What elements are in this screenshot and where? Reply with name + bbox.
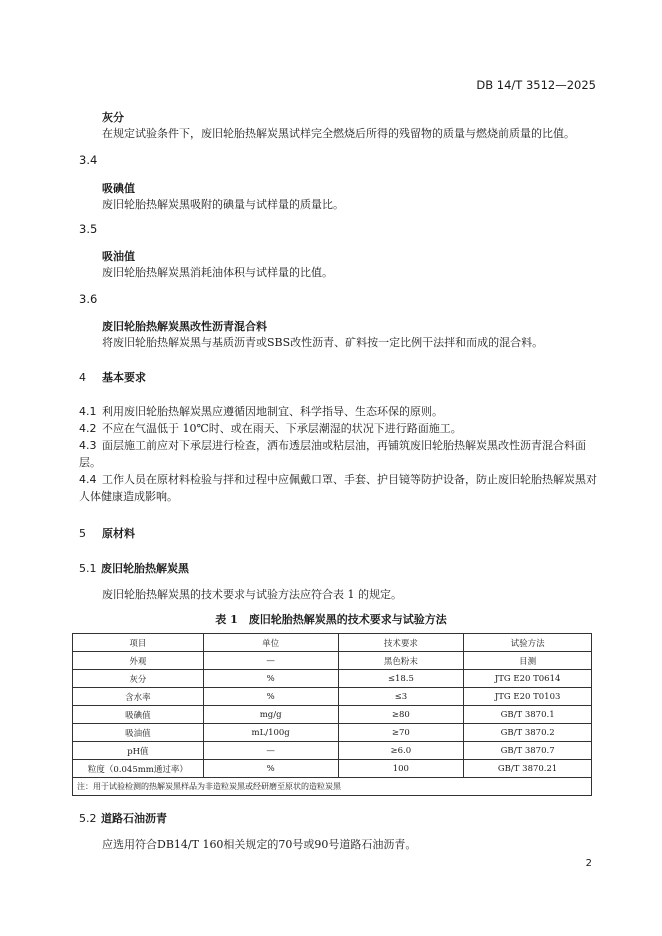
clause-4-4: 4.4 工作人员在原材料检验与拌和过程中应佩戴口罩、手套、护目镜等防护设备，防止废旧轮胎热解炭黑对人体健康造成影响。 xyxy=(79,473,597,503)
table-cell: ≤3 xyxy=(338,688,464,706)
table-cell: JTG E20 T0103 xyxy=(464,688,592,706)
table-cell: GB/T 3870.2 xyxy=(464,724,592,742)
table-header-cell: 项目 xyxy=(73,634,204,652)
table-row xyxy=(73,724,592,742)
section-heading-4: 4 基本要求 xyxy=(79,371,146,384)
table-cell: 含水率 xyxy=(73,688,204,706)
table-cell: GB/T 3870.7 xyxy=(464,742,592,760)
table-cell: ≥6.0 xyxy=(338,742,464,760)
table-cell: GB/T 3870.1 xyxy=(464,706,592,724)
table-row xyxy=(73,652,592,670)
term-modified-asphalt-mixture: 废旧轮胎热解炭黑改性沥青混合料 xyxy=(102,320,267,333)
table-cell: 外观 xyxy=(73,652,204,670)
clause-4-2: 4.2 不应在气温低于 10℃时、或在雨天、下承层潮湿的状况下进行路面施工。 xyxy=(79,422,462,435)
table-cell: % xyxy=(203,670,338,688)
table-note: 注：用于试验检测的热解炭黑样品为非造粒炭黑或经研磨至原状的造粒炭黑 xyxy=(73,778,592,796)
subsection-5-2-text: 应选用符合DB14/T 160相关规定的70号或90号道路石油沥青。 xyxy=(102,838,417,851)
table-note-row xyxy=(73,778,592,796)
clause-number: 3.6 xyxy=(79,292,98,306)
table-row xyxy=(73,742,592,760)
definition-modified-asphalt-mixture: 将废旧轮胎热解炭黑与基质沥青或SBS改性沥青、矿料按一定比例干法拌和而成的混合料。 xyxy=(102,336,544,349)
table-cell: 100 xyxy=(338,760,464,778)
term-oil-absorption: 吸油值 xyxy=(102,250,135,263)
table-cell: GB/T 3870.21 xyxy=(464,760,592,778)
table-caption: 表 1 废旧轮胎热解炭黑的技术要求与试验方法 xyxy=(215,613,447,626)
table-cell: — xyxy=(203,652,338,670)
term-ash: 灰分 xyxy=(102,111,124,124)
table-header-cell: 单位 xyxy=(203,634,338,652)
definition-ash: 在规定试验条件下，废旧轮胎热解炭黑试样完全燃烧后所得的残留物的质量与燃烧前质量的比值。 xyxy=(102,127,575,140)
document-code: DB 14/T 3512—2025 xyxy=(476,78,596,92)
subsection-heading-5-2: 5.2 道路石油沥青 xyxy=(79,812,167,825)
table-header-row xyxy=(73,634,592,652)
table-header-cell: 试验方法 xyxy=(464,634,592,652)
page-number: 2 xyxy=(585,858,592,869)
table-cell: 粒度（0.045mm通过率） xyxy=(73,760,204,778)
table-cell: 黑色粉末 xyxy=(338,652,464,670)
table-cell: 吸碘值 xyxy=(73,706,204,724)
subsection-5-1-text: 废旧轮胎热解炭黑的技术要求与试验方法应符合表 1 的规定。 xyxy=(102,588,402,601)
subsection-heading-5-1: 5.1 废旧轮胎热解炭黑 xyxy=(79,562,189,575)
table-row xyxy=(73,706,592,724)
section-heading-5: 5 原材料 xyxy=(79,527,135,540)
term-iodine-value: 吸碘值 xyxy=(102,182,135,195)
table-cell: % xyxy=(203,760,338,778)
definition-oil-absorption: 废旧轮胎热解炭黑消耗油体积与试样量的比值。 xyxy=(102,266,333,279)
table-cell: 目测 xyxy=(464,652,592,670)
table-row xyxy=(73,688,592,706)
definition-iodine-value: 废旧轮胎热解炭黑吸附的碘量与试样量的质量比。 xyxy=(102,198,344,211)
table-cell: JTG E20 T0614 xyxy=(464,670,592,688)
clause-number: 3.4 xyxy=(79,153,98,167)
clause-4-1: 4.1 利用废旧轮胎热解炭黑应遵循因地制宜、科学指导、生态环保的原则。 xyxy=(79,405,443,418)
table-cell: — xyxy=(203,742,338,760)
table-cell: mL/100g xyxy=(203,724,338,742)
table-cell: ≥80 xyxy=(338,706,464,724)
table-cell: ≤18.5 xyxy=(338,670,464,688)
table-cell: ≥70 xyxy=(338,724,464,742)
table-cell: % xyxy=(203,688,338,706)
table-header-cell: 技术要求 xyxy=(338,634,464,652)
clause-4-3: 4.3 面层施工前应对下承层进行检查，洒布透层油或粘层油，再铺筑废旧轮胎热解炭黑改性沥青混合料面层。 xyxy=(79,439,586,469)
table-row xyxy=(73,760,592,778)
clause-number: 3.5 xyxy=(79,222,98,236)
table-cell: 吸油值 xyxy=(73,724,204,742)
spec-table xyxy=(72,633,592,796)
table-cell: pH值 xyxy=(73,742,204,760)
table-cell: 灰分 xyxy=(73,670,204,688)
table-cell: mg/g xyxy=(203,706,338,724)
table-row xyxy=(73,670,592,688)
